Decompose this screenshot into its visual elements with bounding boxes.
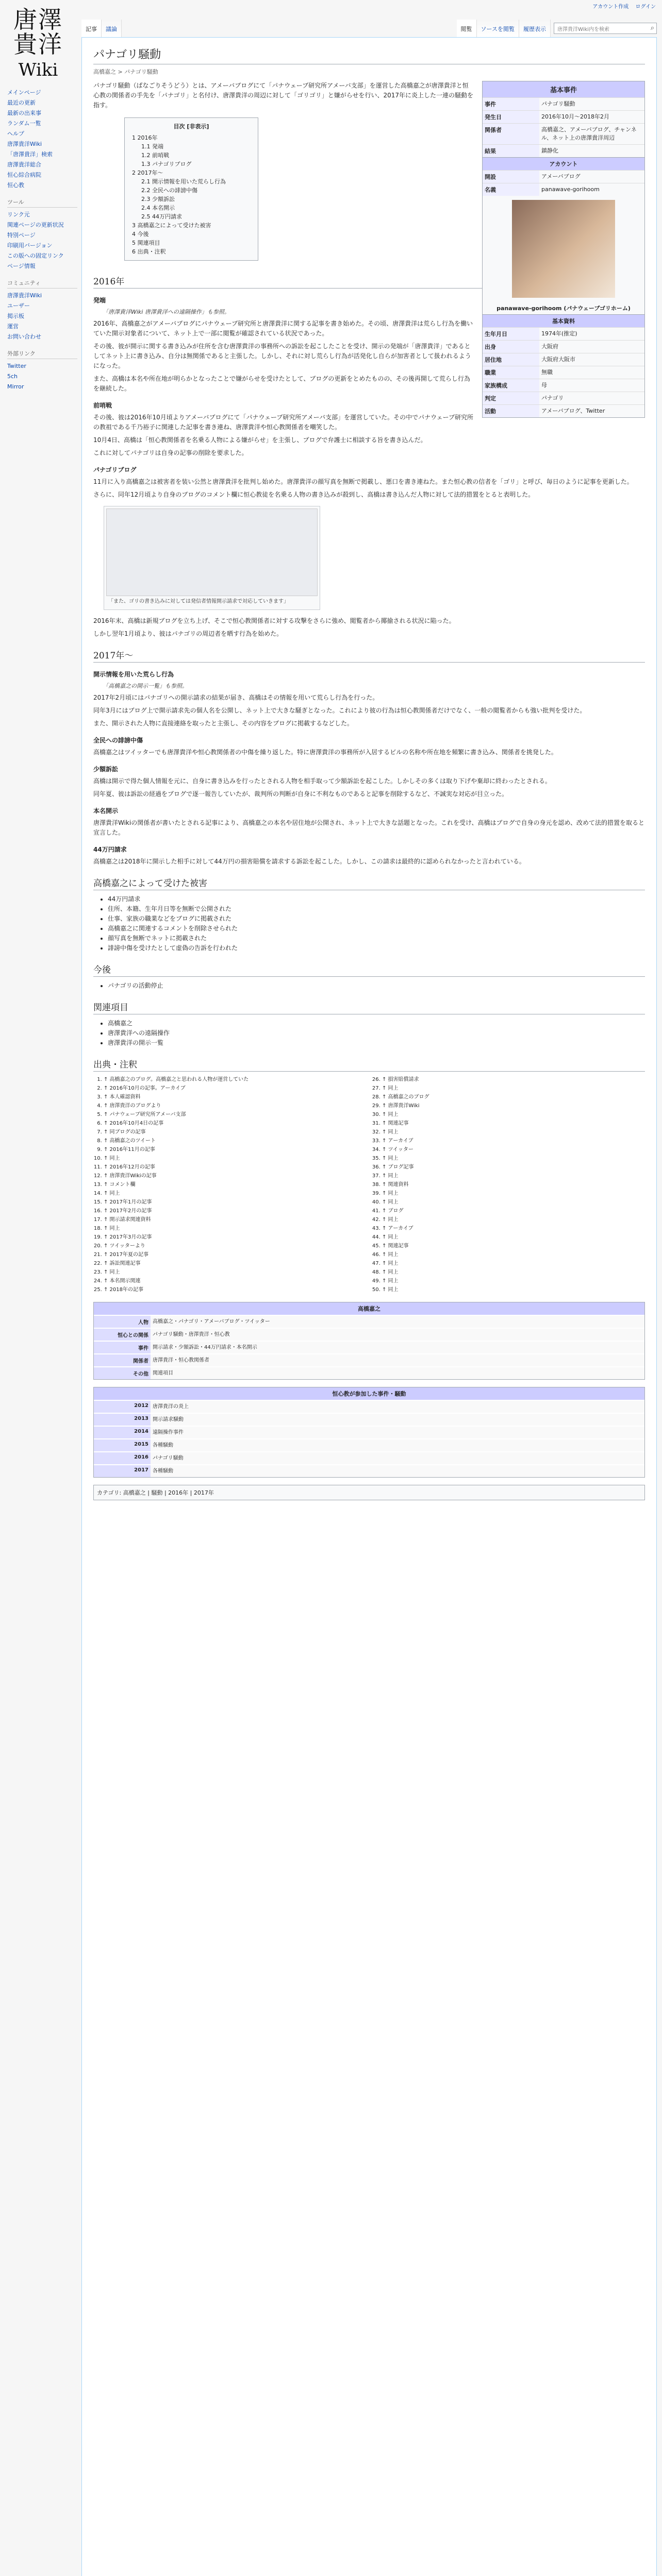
infobox-row <box>483 327 644 340</box>
sidebar-item[interactable]: この版への固定リンク <box>7 252 64 259</box>
reference-item[interactable]: 27. ↑ 同上 <box>382 1084 645 1092</box>
category-links[interactable]: カテゴリ: 高橋嘉之 | 騒動 | 2016年 | 2017年 <box>93 1485 645 1500</box>
paragraph: また、高橋は本名や所在地が明らかとなったことで嫌がらせを受けたとして、ブログの更新をとめたものの、その後再開して荒らし行為を継続した。 <box>93 375 470 392</box>
reference-item[interactable]: 49. ↑ 同上 <box>382 1277 645 1285</box>
reference-item[interactable]: 14. ↑ 同上 <box>104 1190 367 1197</box>
subsection-heading: 開示情報を用いた荒らし行為 <box>93 671 174 678</box>
subsection-heading: 少額訴訟 <box>93 766 119 773</box>
toc-item[interactable]: 1 2016年 <box>132 134 158 141</box>
infobox-key: 開設 <box>483 171 539 183</box>
infobox-row <box>483 170 644 183</box>
sidebar-section <box>5 88 77 191</box>
infobox-section: 基本資料 <box>483 314 644 327</box>
sidebar-item[interactable]: ページ情報 <box>7 263 36 269</box>
navbox-row <box>94 1426 644 1438</box>
infobox-key: 家族構成 <box>483 379 539 392</box>
infobox-title: 基本事件 <box>483 81 644 97</box>
navbox-row <box>94 1353 644 1366</box>
figure <box>104 506 320 610</box>
section-heading: 今後 <box>93 962 645 977</box>
paragraph: 唐澤貴洋Wikiの関係者が書いたとされる記事により、高橋嘉之の本名や居住地が公開され、ネット上で大きな話題となった。これを受け、高橋はブログで自身の身元を認め、改めて法的措置を取ると宣言した。 <box>93 819 644 836</box>
bullet-list <box>108 981 645 991</box>
navbox-takahashi <box>93 1302 645 1380</box>
reference-item[interactable]: 31. ↑ 関連記事 <box>382 1120 645 1127</box>
intro-paragraph: パナゴリ騒動（ぱなごりそうどう）とは、アメーバブログにて「パナウェーブ研究所アメーバ支部」を運営した高橋嘉之が唐澤貴洋と恒心教の関係者の手先を「パナゴリ」と名付け、唐澤貴洋の周辺に対して「ゴリゴリ」と嫌がらせを行い、2017年に炎上した一連の騒動を指す。 <box>93 82 473 109</box>
infobox-row <box>483 392 644 404</box>
paragraph: さらに、同年12月頃より自身のブログのコメント欄に恒心教徒を名乗る人物の書き込みが殺到し、高橋は書き込んだ人物に対して法的措置をとると表明した。 <box>93 491 535 498</box>
navbox-group: 2015 <box>94 1439 151 1451</box>
paragraph: 10月4日、高橋は「恒心教関係者を名乗る人物による嫌がらせ」を主張し、ブログで弁護士に相談する旨を書き込んだ。 <box>93 436 427 444</box>
sidebar-item[interactable]: 「唐澤貴洋」検索 <box>7 151 53 158</box>
tab-read[interactable]: 閲覧 <box>457 20 477 37</box>
personal-bar <box>587 2 656 10</box>
paragraph: 高橋嘉之は2018年に開示した相手に対して44万円の損害賠償を請求する訴訟を起こした。しかし、この請求は最終的に認められなかったと言われている。 <box>93 858 525 865</box>
infobox-key: 結果 <box>483 145 539 157</box>
infobox-value: 高橋嘉之、アメーバブログ、チャンネル、ネット上の唐澤貴洋周辺 <box>541 126 637 141</box>
list-item[interactable]: • 高橋嘉之に関連するコメントを削除させられた <box>108 924 645 934</box>
infobox-row <box>483 340 644 353</box>
toc-item[interactable]: 6 出典・注釈 <box>132 248 166 255</box>
reference-item[interactable]: 9. ↑ 2016年11月の記事 <box>104 1146 367 1154</box>
navbox-list[interactable]: パナゴリ騒動・唐澤貴洋・恒心教 <box>151 1329 644 1341</box>
navbox-group: その他 <box>94 1367 151 1379</box>
bullet-list <box>108 1019 645 1048</box>
reference-item[interactable]: 28. ↑ 高橋嘉之のブログ <box>382 1093 645 1101</box>
infobox-key: 居住地 <box>483 353 539 366</box>
navbox-list[interactable]: 開示請求騒動 <box>151 1414 644 1426</box>
infobox-value: 大阪府 <box>541 343 558 350</box>
reference-item[interactable]: 43. ↑ アーカイブ <box>382 1225 645 1232</box>
navbox-list[interactable]: 遠隔操作事件 <box>151 1427 644 1438</box>
reference-item[interactable]: 19. ↑ 2017年3月の記事 <box>104 1233 367 1241</box>
page-title: パナゴリ騒動 <box>93 46 645 64</box>
toc-item[interactable]: 1.3 パナゴリブログ <box>141 161 192 167</box>
sidebar-item[interactable]: 唐澤貴洋総合 <box>7 161 41 168</box>
section-heading: 関連項目 <box>93 1000 645 1014</box>
infobox-value: パナゴリ騒動 <box>541 100 575 107</box>
sidebar-section <box>5 198 77 272</box>
tab-history[interactable]: 履歴表示 <box>519 20 551 37</box>
navbox-row <box>94 1438 644 1451</box>
logo-glyph: 唐澤 貴洋 <box>13 6 63 58</box>
infobox-row <box>483 379 644 392</box>
infobox-value: パナゴリ <box>541 395 564 401</box>
navbox-group: 2012 <box>94 1401 151 1413</box>
navbox-group: 人物 <box>94 1316 151 1328</box>
reference-item[interactable]: 48. ↑ 同上 <box>382 1268 645 1276</box>
sidebar-item[interactable]: 関連ページの更新状況 <box>7 222 64 228</box>
sidebar-item[interactable]: 5ch <box>7 373 18 380</box>
toc-item[interactable]: 2.5 44万円請求 <box>141 213 182 220</box>
tab-talk[interactable]: 議論 <box>102 20 122 37</box>
infobox-row <box>483 123 644 144</box>
list-item[interactable]: • 44万円請求 <box>108 894 645 904</box>
sidebar-item[interactable]: Twitter <box>7 363 26 369</box>
reference-item[interactable]: 2. ↑ 2016年10月の記事。アーカイブ <box>104 1084 367 1092</box>
reference-item[interactable]: 32. ↑ 同上 <box>382 1128 645 1136</box>
infobox-value: 2016年10月〜2018年2月 <box>541 113 609 120</box>
infobox-value: 無職 <box>541 369 553 376</box>
infobox-value: 母 <box>541 382 547 388</box>
paragraph: 2017年2月頃にはパナゴリへの開示請求の結果が届き、高橋はその情報を用いて荒らし行為を行った。 <box>93 694 379 701</box>
navbox-row <box>94 1315 644 1328</box>
navbox-title[interactable]: 高橋嘉之 <box>94 1302 644 1315</box>
sidebar-item[interactable]: 唐澤貴洋Wiki <box>7 141 42 147</box>
reference-item[interactable]: 18. ↑ 同上 <box>104 1225 367 1232</box>
navbox-row <box>94 1451 644 1464</box>
reference-item[interactable]: 35. ↑ 同上 <box>382 1155 645 1162</box>
infobox-row <box>483 144 644 157</box>
paragraph: 2016年、高橋嘉之がアメーバブログにパナウェーブ研究所と唐澤貴洋に関する記事を書き始めた。その頃、唐澤貴洋は荒らし行為を働いていた開示対象者について、ネット上で一部に閲覧が確認されている状況であった。 <box>93 320 473 337</box>
subsection-heading: 本名開示 <box>93 807 119 815</box>
reference-item[interactable]: 22. ↑ 訴訟関連記事 <box>104 1260 367 1267</box>
reference-item[interactable]: 4. ↑ 唐澤貴洋のブログより <box>104 1102 367 1110</box>
navbox-row <box>94 1328 644 1341</box>
sidebar-item[interactable]: 印刷用バージョン <box>7 242 53 249</box>
reference-item[interactable]: 29. ↑ 唐澤貴洋Wiki <box>382 1102 645 1110</box>
sidebar-item[interactable]: 唐澤貴洋Wiki <box>7 292 42 299</box>
tab-article[interactable]: 記事 <box>81 20 102 37</box>
reference-item[interactable]: 39. ↑ 同上 <box>382 1190 645 1197</box>
reference-item[interactable]: 15. ↑ 2017年1月の記事 <box>104 1198 367 1206</box>
sidebar-heading: 外部リンク <box>7 349 77 359</box>
tab-view-source[interactable]: ソースを閲覧 <box>477 20 519 37</box>
reference-item[interactable]: 33. ↑ アーカイブ <box>382 1137 645 1145</box>
reference-item[interactable]: 46. ↑ 同上 <box>382 1251 645 1259</box>
sidebar-item[interactable]: リンク元 <box>7 211 30 218</box>
bullet-list <box>108 894 645 953</box>
hatnote[interactable]: 「唐澤貴洋Wiki 唐澤貴洋への遠隔操作」も参照。 <box>103 309 230 315</box>
paragraph: その後、彼は2016年10月頃よりアメーバブログにて「パナウェーブ研究所アメーバ支部」を運営していた。その中でパナウェーブ研究所の教祖である千乃裕子に関連した記事を書き連ね、唐澤貴洋や恒心教関係者を嘲笑した。 <box>93 414 474 431</box>
references-list <box>104 1076 645 1295</box>
toc-item[interactable]: 2.4 本名開示 <box>141 205 175 211</box>
reference-item[interactable]: 21. ↑ 2017年夏の記事 <box>104 1251 367 1259</box>
reference-item[interactable]: 50. ↑ 同上 <box>382 1286 645 1294</box>
navbox-list[interactable]: 関連項目 <box>151 1367 644 1379</box>
figure-image[interactable] <box>106 509 318 596</box>
navbox-row <box>94 1464 644 1477</box>
sidebar-item[interactable]: 最近の更新 <box>7 99 36 106</box>
subsection-heading: 発端 <box>93 297 106 304</box>
navbox-row <box>94 1400 644 1413</box>
search-placeholder: 唐澤貴洋Wiki内を検索 <box>557 27 610 32</box>
paragraph: また、開示された人物に直接連絡を取ったと主張し、その内容をブログに掲載するなどした。 <box>93 720 354 727</box>
infobox-value: アメーバブログ、Twitter <box>541 408 605 414</box>
toc-item[interactable]: 4 今後 <box>132 231 149 238</box>
reference-item[interactable]: 41. ↑ ブログ <box>382 1207 645 1215</box>
reference-item[interactable]: 6. ↑ 2016年10月4日の記事 <box>104 1120 367 1127</box>
reference-item[interactable]: 40. ↑ 同上 <box>382 1198 645 1206</box>
toc-title[interactable]: 目次 [非表示] <box>173 123 209 130</box>
sidebar-item[interactable]: メインページ <box>7 89 41 96</box>
reference-item[interactable]: 47. ↑ 同上 <box>382 1260 645 1267</box>
section-heading: 2017年〜 <box>93 648 645 663</box>
toc-item[interactable]: 1.1 発端 <box>141 143 163 150</box>
reference-item[interactable]: 17. ↑ 開示請求関連資料 <box>104 1216 367 1224</box>
infobox-key: 活動 <box>483 405 539 417</box>
login-link[interactable]: ログイン <box>635 4 656 10</box>
site-logo[interactable] <box>7 6 69 80</box>
sidebar-item[interactable]: 特別ページ <box>7 232 36 239</box>
reference-item[interactable]: 30. ↑ 同上 <box>382 1111 645 1118</box>
reference-item[interactable]: 25. ↑ 2018年の記事 <box>104 1286 367 1294</box>
list-item[interactable]: • 高橋嘉之 <box>108 1019 645 1028</box>
reference-item[interactable]: 24. ↑ 本名開示関連 <box>104 1277 367 1285</box>
table-of-contents <box>124 117 258 261</box>
reference-item[interactable]: 13. ↑ コメント欄 <box>104 1181 367 1189</box>
reference-item[interactable]: 20. ↑ ツイッターより <box>104 1242 367 1250</box>
navbox-row <box>94 1341 644 1353</box>
sidebar-item[interactable]: ヘルプ <box>7 130 24 137</box>
reference-item[interactable]: 5. ↑ パナウェーブ研究所アメーバ支部 <box>104 1111 367 1118</box>
infobox-section: アカウント <box>483 157 644 170</box>
infobox-key: 生年月日 <box>483 328 539 340</box>
sidebar-heading: ツール <box>7 198 77 208</box>
subsection-heading: パナゴリブログ <box>93 466 137 473</box>
navbox-group: 関係者 <box>94 1354 151 1366</box>
reference-item[interactable]: 12. ↑ 唐澤貴洋Wikiの記事 <box>104 1172 367 1180</box>
paragraph: 2016年末、高橋は新規ブログを立ち上げ、そこで恒心教関係者に対する攻撃をさらに強め、閲覧者から揶揄される状況に陥った。 <box>93 617 455 624</box>
list-item[interactable]: • パナゴリの活動停止 <box>108 981 645 991</box>
navbox-list[interactable]: 唐澤貴洋の炎上 <box>151 1401 644 1413</box>
reference-item[interactable]: 34. ↑ ツイッター <box>382 1146 645 1154</box>
paragraph: 高橋は開示で得た個人情報を元に、自身に書き込みを行ったとされる人物を相手取って少額訴訟を起こした。しかしその多くは取り下げや棄却に終わったとされる。 <box>93 777 551 785</box>
infobox-key: 職業 <box>483 366 539 379</box>
navbox-list[interactable]: 各種騒動 <box>151 1439 644 1451</box>
infobox-row <box>483 353 644 366</box>
sidebar-item[interactable]: 最新の出来事 <box>7 110 41 116</box>
paragraph: 同年3月にはブログ上で開示請求先の個人名を公開し、ネット上で大きな騒ぎとなった。これにより彼の行為は恒心教関係者だけでなく、一般の閲覧者からも強い批判を受けた。 <box>93 707 586 714</box>
reference-item[interactable]: 3. ↑ 本人確認資料 <box>104 1093 367 1101</box>
reference-item[interactable]: 26. ↑ 損害賠償請求 <box>382 1076 645 1083</box>
toc-list <box>132 133 251 256</box>
paragraph: 同年夏、彼は訴訟の経過をブログで逐一報告していたが、裁判所の判断が自身に不利なものであると記事を削除するなど、不誠実な対応が目立った。 <box>93 790 508 798</box>
list-item[interactable]: • 仕事、家族の職業などをブログに掲載された <box>108 914 645 924</box>
avatar-caption: panawave-gorihoom (パナウェーブゴリホーム) <box>496 305 631 312</box>
section-heading: 高橋嘉之によって受けた被害 <box>93 876 645 890</box>
main-content <box>81 37 657 2576</box>
reference-item[interactable]: 8. ↑ 高橋嘉之のツイート <box>104 1137 367 1145</box>
subsection-heading: 全民への誹謗中傷 <box>93 737 143 744</box>
infobox-value: 1974年(推定) <box>541 330 577 337</box>
sidebar-item[interactable]: Mirror <box>7 383 24 390</box>
list-item[interactable]: • 顔写真を無断でネットに掲載された <box>108 934 645 943</box>
list-item[interactable]: • 唐澤貴洋の開示一覧 <box>108 1038 645 1048</box>
hatnote[interactable]: 「高橋嘉之の開示一覧」も参照。 <box>103 683 188 689</box>
infobox-value: アメーバブログ <box>541 173 581 180</box>
navbox-group: 2013 <box>94 1414 151 1426</box>
sidebar-item[interactable]: 掲示板 <box>7 313 24 319</box>
navbox-list[interactable]: 開示請求・少額訴訟・44万円請求・本名開示 <box>151 1342 644 1353</box>
navbox-incidents <box>93 1387 645 1478</box>
sidebar-item[interactable]: お問い合わせ <box>7 333 41 340</box>
navbox-group: 事件 <box>94 1342 151 1353</box>
navbox-list[interactable]: 高橋嘉之・パナゴリ・アメーバブログ・ツイッター <box>151 1316 644 1328</box>
toc-item[interactable]: 1.2 前哨戦 <box>141 152 169 159</box>
infobox-key: 発生日 <box>483 111 539 123</box>
sidebar <box>5 88 77 399</box>
sidebar-heading: コミュニティ <box>7 279 77 289</box>
paragraph: 11月に入り高橋嘉之は被害者を装い公然と唐澤貴洋を批判し始めた。唐澤貴洋の顔写真を無断で掲載し、悪口を書き連ねた。また恒心教の信者を「ゴリ」と呼び、毎日のように記事を更新した。 <box>93 478 633 485</box>
avatar-image <box>512 200 615 298</box>
toc-item[interactable]: 2.1 開示情報を用いた荒らし行為 <box>141 178 226 185</box>
navbox-title[interactable]: 恒心教が参加した事件・騒動 <box>94 1387 644 1400</box>
infobox-key: 出身 <box>483 341 539 353</box>
navbox-group: 2017 <box>94 1465 151 1477</box>
paragraph: しかし翌年1月頃より、彼はパナゴリの周辺者を晒す行為を始めた。 <box>93 630 283 637</box>
reference-item[interactable]: 45. ↑ 関連記事 <box>382 1242 645 1250</box>
infobox-row <box>483 366 644 379</box>
logo-wiki-text: Wiki <box>18 60 58 80</box>
subsection-heading: 44万円請求 <box>93 846 127 853</box>
breadcrumb[interactable]: 高橋嘉之 > パナゴリ騒動 <box>93 69 158 75</box>
toc-item[interactable]: 5 関連項目 <box>132 240 160 246</box>
navbox-list[interactable]: パナゴリ騒動 <box>151 1452 644 1464</box>
navbox-row <box>94 1366 644 1379</box>
reference-item[interactable]: 38. ↑ 関連資料 <box>382 1181 645 1189</box>
sidebar-section <box>5 349 77 392</box>
sidebar-item[interactable]: 運営 <box>7 323 19 330</box>
paragraph: これに対してパナゴリは自身の記事の削除を要求した。 <box>93 449 248 456</box>
infobox-value: panawave-gorihoom <box>541 186 600 193</box>
list-item[interactable]: • 誹謗中傷を受けたとして虚偽の告訴を行われた <box>108 943 645 953</box>
paragraph: 高橋嘉之はツイッターでも唐澤貴洋や恒心教関係者の中傷を繰り返した。特に唐澤貴洋の事務所が入居するビルの名称や所在地を頻繁に書き込み、関係者を挑発した。 <box>93 749 557 756</box>
reference-item[interactable]: 7. ↑ 同ブログの記事 <box>104 1128 367 1136</box>
sidebar-item[interactable]: ランダム一覧 <box>7 120 41 127</box>
reference-item[interactable]: 23. ↑ 同上 <box>104 1268 367 1276</box>
navbox-list[interactable]: 唐澤貴洋・恒心教関係者 <box>151 1354 644 1366</box>
reference-item[interactable]: 1. ↑ 高橋嘉之のブログ。高橋嘉之と思われる人物が運営していた <box>104 1076 367 1083</box>
navbox-group: 2014 <box>94 1427 151 1438</box>
section-heading: 出典・注釈 <box>93 1057 645 1072</box>
list-item[interactable]: • 住所、本籍、生年月日等を無断で公開された <box>108 904 645 914</box>
toc-item[interactable]: 2.3 少額訴訟 <box>141 196 175 202</box>
infobox-row <box>483 183 644 196</box>
infobox-key: 関係者 <box>483 124 539 144</box>
create-account-link[interactable]: アカウント作成 <box>592 4 629 10</box>
navbox-group: 恒心との関係 <box>94 1329 151 1341</box>
navbox-list[interactable]: 各種騒動 <box>151 1465 644 1477</box>
infobox-key: 事件 <box>483 98 539 110</box>
infobox-value: 大阪府大阪市 <box>541 356 575 363</box>
reference-item[interactable]: 10. ↑ 同上 <box>104 1155 367 1162</box>
reference-item[interactable]: 16. ↑ 2017年2月の記事 <box>104 1207 367 1215</box>
reference-item[interactable]: 42. ↑ 同上 <box>382 1216 645 1224</box>
sidebar-section <box>5 279 77 342</box>
list-item[interactable]: • 唐澤貴洋への遠隔操作 <box>108 1028 645 1038</box>
navbox-group: 2016 <box>94 1452 151 1464</box>
sidebar-item[interactable]: 恒心教 <box>7 182 24 189</box>
infobox-row <box>483 404 644 417</box>
reference-item[interactable]: 44. ↑ 同上 <box>382 1233 645 1241</box>
sidebar-item[interactable]: 恒心綜合病院 <box>7 172 41 178</box>
reference-item[interactable]: 36. ↑ ブログ記事 <box>382 1163 645 1171</box>
infobox-row <box>483 110 644 123</box>
section-heading: 2016年 <box>93 274 645 289</box>
infobox-row <box>483 97 644 110</box>
figure-caption: 「また、ゴリの書き込みに対しては発信者情報開示請求で対応していきます」 <box>108 599 289 604</box>
infobox-key: 名義 <box>483 183 539 196</box>
paragraph: その後、彼が開示に関する書き込みが住所を含む唐澤貴洋の事務所への訴訟を起こしたことを受け、開示の発端が「唐澤貴洋」であるとしてネット上に書き込み、自分は無関係であると主張した。しかし、それに対し荒らし行為が活発化し自らが加害者として扱われるようになった。 <box>93 343 471 369</box>
navbox-row <box>94 1413 644 1426</box>
toc-item[interactable]: 2.2 全民への誹謗中傷 <box>141 187 197 194</box>
tab-bar <box>81 20 657 37</box>
search-input[interactable] <box>554 23 657 34</box>
infobox-value: 鎮静化 <box>541 147 558 154</box>
infobox <box>482 81 645 418</box>
reference-item[interactable]: 11. ↑ 2016年12月の記事 <box>104 1163 367 1171</box>
toc-item[interactable]: 2 2017年〜 <box>132 170 163 176</box>
subsection-heading: 前哨戦 <box>93 402 112 409</box>
sidebar-item[interactable]: ユーザー <box>7 302 30 309</box>
infobox-key: 判定 <box>483 392 539 404</box>
toc-item[interactable]: 3 高橋嘉之によって受けた被害 <box>132 222 211 229</box>
search-icon[interactable]: ⌕ <box>650 24 654 32</box>
reference-item[interactable]: 37. ↑ 同上 <box>382 1172 645 1180</box>
